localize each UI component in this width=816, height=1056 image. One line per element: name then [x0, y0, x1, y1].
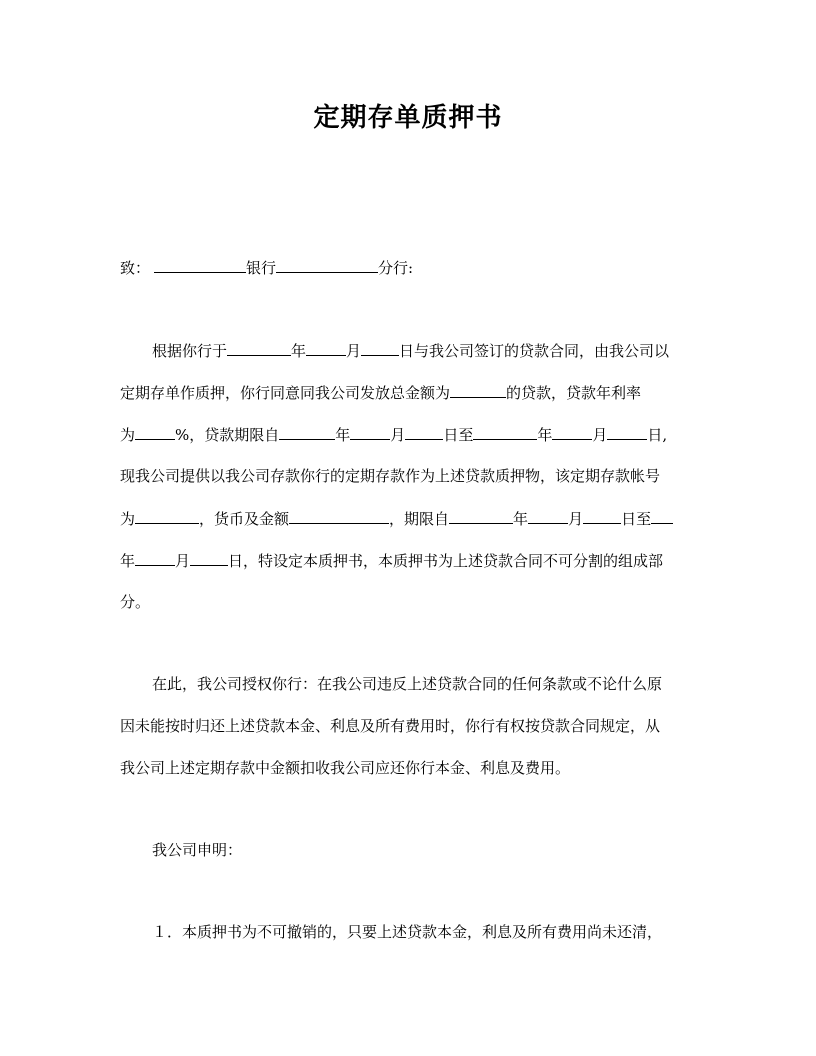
loan-end-day-blank[interactable] [607, 424, 647, 440]
total-amount-blank[interactable] [450, 382, 506, 398]
p1-text: 日至 [621, 510, 652, 528]
interest-rate-blank[interactable] [135, 424, 175, 440]
branch-name-blank[interactable] [276, 257, 378, 273]
p1-text: ，期限自 [389, 510, 450, 528]
p1-text: 月 [592, 426, 608, 444]
p1-line6 [120, 550, 663, 571]
loan-start-year-blank[interactable] [279, 424, 335, 440]
p1-text: 月 [568, 510, 584, 528]
item-1 [152, 922, 662, 942]
p2-line1: 在此，我公司授权你行：在我公司违反上述贷款合同的任何条款或不论什么原 [152, 675, 663, 693]
currency-amount-blank[interactable] [289, 508, 389, 524]
p1-line1 [152, 340, 669, 361]
p1-text: 为 [120, 510, 136, 528]
addressee-prefix: 致： [120, 259, 151, 277]
contract-month-blank[interactable] [306, 340, 346, 356]
p1-line3 [120, 424, 697, 445]
deposit-start-month-blank[interactable] [528, 508, 568, 524]
p1-text: 年 [335, 426, 351, 444]
p1-text: 日与我公司签订的贷款合同，由我公司以 [399, 342, 670, 360]
document-title: 定期存单质押书 [313, 103, 503, 133]
p1-text: 年 [120, 552, 136, 570]
loan-end-month-blank[interactable] [552, 424, 592, 440]
addressee-bank: 银行 [246, 259, 277, 277]
bank-name-blank[interactable] [154, 257, 246, 273]
p1-line2 [120, 382, 641, 403]
p1-text: 月 [175, 552, 191, 570]
p1-text: 为 [120, 426, 136, 444]
p1-text: 年 [513, 510, 529, 528]
deposit-start-year-blank[interactable] [449, 508, 513, 524]
loan-start-day-blank[interactable] [405, 424, 443, 440]
deposit-start-day-blank[interactable] [583, 508, 621, 524]
p1-line5 [120, 508, 697, 529]
p1-text: 日至 [443, 426, 474, 444]
addressee-line [120, 257, 413, 278]
p1-text: 年 [291, 342, 307, 360]
p1-line4: 现我公司提供以我公司存款你行的定期存款作为上述贷款质押物，该定期存款帐号 [120, 467, 661, 485]
loan-start-month-blank[interactable] [350, 424, 390, 440]
declaration-heading: 我公司申明： [152, 841, 243, 859]
p1-text: 月 [346, 342, 362, 360]
p1-text: 定期存单作质押，你行同意同我公司发放总金额为 [120, 384, 451, 402]
p1-line7: 分。 [120, 593, 151, 611]
p2-line2: 因未能按时归还上述贷款本金、利息及所有费用时，你行有权按贷款合同规定，从 [120, 717, 661, 735]
p1-text: %，贷款期限自 [175, 426, 280, 444]
addressee-branch: 分行: [378, 259, 414, 277]
deposit-end-year-blank[interactable] [651, 508, 673, 524]
contract-day-blank[interactable] [361, 340, 399, 356]
p1-text: 的贷款，贷款年利率 [506, 384, 642, 402]
p1-text: 日，特设定本质押书，本质押书为上述贷款合同不可分割的组成部 [228, 552, 664, 570]
loan-end-year-blank[interactable] [473, 424, 537, 440]
item-number: １． [152, 923, 183, 941]
p1-text: 根据你行于 [152, 342, 228, 360]
deposit-end-day-blank[interactable] [190, 550, 228, 566]
p1-text: 月 [390, 426, 406, 444]
account-number-blank[interactable] [135, 508, 199, 524]
p1-text: 日, [647, 426, 668, 444]
item-text: 本质押书为不可撤销的，只要上述贷款本金，利息及所有费用尚未还清， [182, 923, 663, 941]
p1-text: ，货币及金额 [199, 510, 290, 528]
p1-text: 年 [537, 426, 553, 444]
contract-year-blank[interactable] [227, 340, 291, 356]
deposit-end-month-blank[interactable] [135, 550, 175, 566]
p2-line3: 我公司上述定期存款中金额扣收我公司应还你行本金、利息及费用。 [120, 759, 571, 777]
